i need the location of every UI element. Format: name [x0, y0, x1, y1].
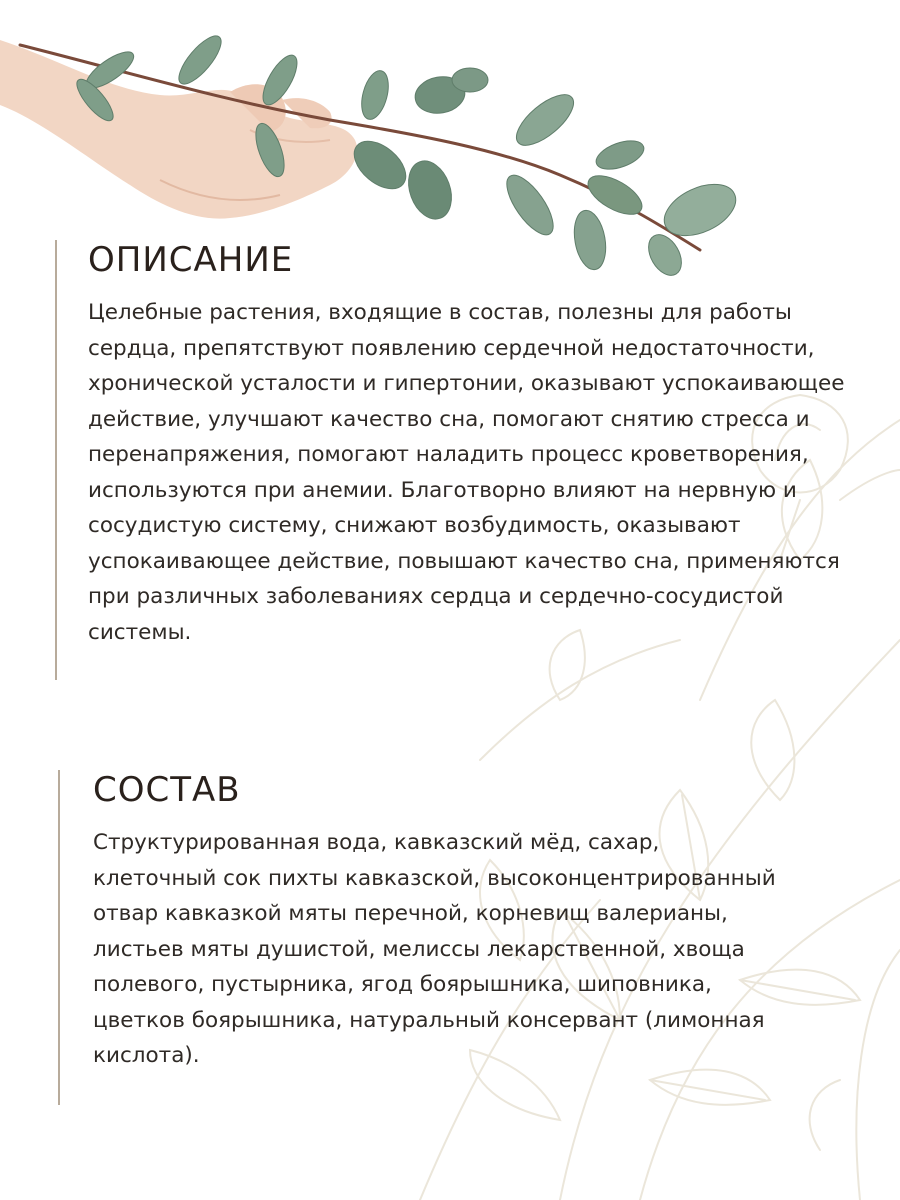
- composition-section: [58, 770, 858, 1110]
- composition-title: СОСТАВ: [93, 770, 241, 810]
- description-text: Целебные растения, входящие в состав, полезны для работы сердца, препятствуют появлению сердечной недостаточности, хронической усталости и гипертонии, оказывают успокаивающее действие, улучшают качество сна, помогают снятию стресса и перенапряжения, помогают наладить процесс кроветворения, используются при анемии. Благотворно влияют на нервную и сосудистую систему, снижают возбудимость, оказывают успокаивающее действие, повышают качество сна, применяются при различных заболеваниях сердца и сердечно-сосудистой системы.: [88, 300, 845, 645]
- composition-text: Структурированная вода, кавказский мёд, сахар, клеточный сок пихты кавказской, высоконцентрированный отвар кавказкой мяты перечной, корневищ валерианы, листьев мяты душистой, мелиссы лекарственной, хвоща полевого, пустырника, ягод боярышника, шиповника, цветков боярышника, натуральный консервант (лимонная кислота).: [93, 830, 776, 1068]
- section-accent-rule: [58, 770, 60, 1105]
- section-accent-rule: [55, 240, 57, 680]
- description-section: [55, 240, 875, 700]
- description-title: ОПИСАНИЕ: [88, 240, 294, 280]
